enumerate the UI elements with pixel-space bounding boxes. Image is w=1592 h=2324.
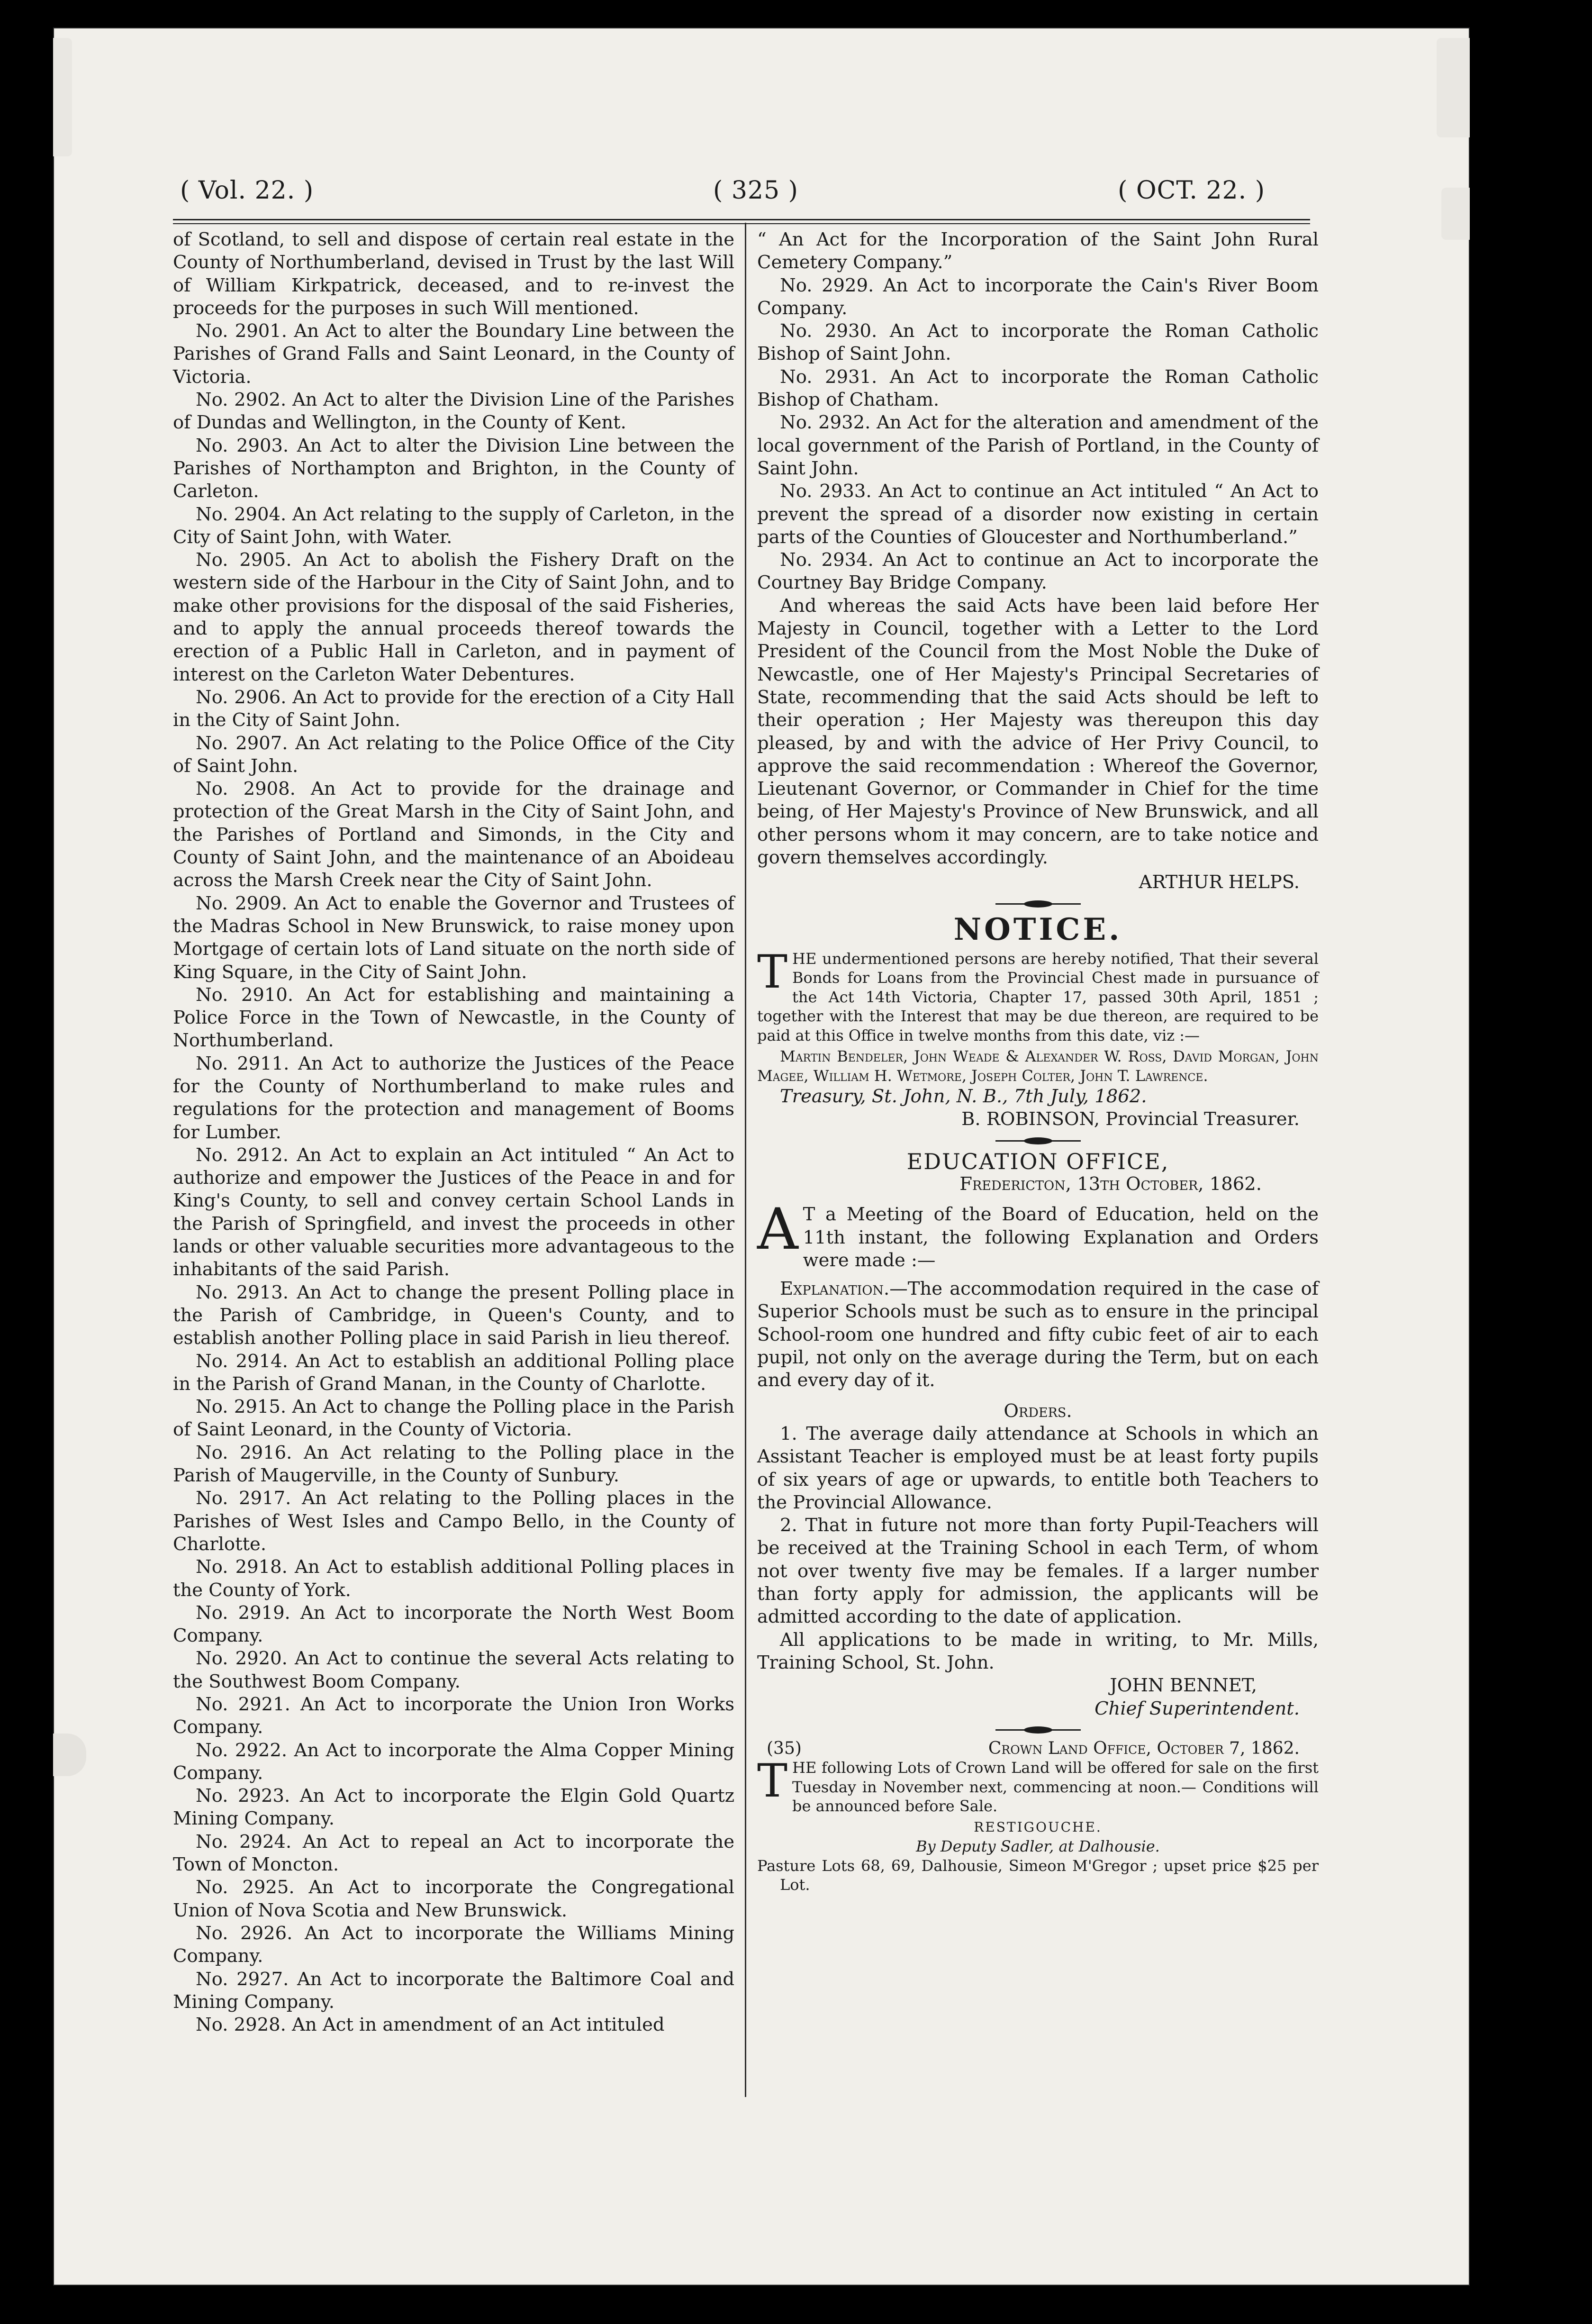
page-edge-tab — [1437, 38, 1470, 137]
acts-list-continued — [757, 228, 1319, 869]
explanation-paragraph — [757, 1278, 1319, 1392]
education-heading: EDUCATION OFFICE, — [906, 1148, 1169, 1174]
act-entry: And whereas the said Acts have been laid before Her Majesty in Council, together with a Letter to the Lord President of the Council from the Most Noble the Duke of Newcastle, one of Her Majesty's Principal Secretaries of State, recommending that the said Acts should be left to their operation ; Her Majesty was thereupon this day pleased, by and with the advice of Her Privy Council, to approve the said recommendation : Whereof the Governor, Lieutenant Governor, or Commander in Chief for the time being, of Her Majesty's Province of New Brunswick, and all other persons whom it may concern, are to take notice and govern themselves accordingly. — [757, 595, 1319, 869]
act-entry: No. 2914. An Act to establish an additional Polling place in the Parish of Grand Manan, in the County of Charlotte. — [173, 1350, 734, 1395]
act-entry: No. 2932. An Act for the alteration and amendment of the local government of the Parish of Portland, in the County of Saint John. — [757, 412, 1319, 479]
right-column — [757, 228, 1319, 1895]
applications-note: All applications to be made in writing, to Mr. Mills, Training School, St. John. — [757, 1629, 1319, 1673]
act-entry: No. 2905. An Act to abolish the Fishery Draft on the western side of the Harbour in the City of Saint John, and to make other provisions for the disposal of the said Fisheries, and to apply the annual proceeds thereof towards the erection of a Public Hall in Carleton, and in payment of interest on the Carleton Water Debentures. — [173, 549, 734, 685]
drop-cap: T — [757, 945, 788, 999]
page-edge-tab — [1441, 188, 1470, 240]
orders-heading: Orders. — [1004, 1400, 1072, 1422]
act-entry: No. 2903. An Act to alter the Division Line between the Parishes of Northampton and Brighton, in the County of Carleton. — [173, 435, 734, 502]
act-entry: No. 2910. An Act for establishing and maintaining a Police Force in the Town of Newcastle, in the County of Northumberland. — [173, 984, 734, 1052]
deputy-line: By Deputy Sadler, at Dalhousie. — [916, 1837, 1160, 1856]
act-entry: No. 2926. An Act to incorporate the Williams Mining Company. — [173, 1922, 734, 1967]
act-entry: No. 2927. An Act to incorporate the Baltimore Coal and Mining Company. — [173, 1968, 734, 2013]
pasture-lots: Pasture Lots 68, 69, Dalhousie, Simeon M'Gregor ; upset price $25 per Lot. — [757, 1856, 1319, 1894]
notice-body: HE undermentioned persons are hereby notified, That their several Bonds for Loans from the Provincial Chest made in pursuance of the Act 14th Victoria, Chapter 17, passed 30th April, 1851 ; together with the Interest that may be due thereon, are required to be paid at this Office in twelve months from this date, viz :— — [757, 949, 1319, 1044]
act-entry: No. 2916. An Act relating to the Polling place in the Parish of Maugerville, in the County of Sunbury. — [173, 1442, 734, 1487]
act-entry: No. 2920. An Act to continue the several Acts relating to the Southwest Boom Company. — [173, 1648, 734, 1692]
act-entry: No. 2907. An Act relating to the Police Office of the City of Saint John. — [173, 732, 734, 777]
act-entry: No. 2929. An Act to incorporate the Cain's River Boom Company. — [757, 274, 1319, 319]
crown-land-body: HE following Lots of Crown Land will be offered for sale on the first Tuesday in November next, commencing at noon.— Conditions will be announced before Sale. — [792, 1759, 1319, 1816]
acts-list — [173, 228, 734, 2036]
act-entry: No. 2919. An Act to incorporate the North West Boom Company. — [173, 1602, 734, 1647]
act-entry: No. 2912. An Act to explain an Act intituled “ An Act to authorize and empower the Justices of the Peace in and for King's County, to sell and convey certain School Lands in the Parish of Springfield, and invest the proceeds in other lands or other valuable securities more advantageous to the inhabitants of the said Parish. — [173, 1144, 734, 1280]
order-item: 2. That in future not more than forty Pupil-Teachers will be received at the Training School in each Term, of whom not over twenty five may be females. If a larger number than forty apply for admission, the applicants will be admitted according to the date of application. — [757, 1515, 1319, 1628]
column-divider — [745, 223, 746, 2097]
signature-arthur-helps: ARTHUR HELPS. — [1139, 872, 1300, 893]
act-entry: No. 2923. An Act to incorporate the Elgin Gold Quartz Mining Company. — [173, 1785, 734, 1830]
act-entry: No. 2924. An Act to repeal an Act to incorporate the Town of Moncton. — [173, 1831, 734, 1876]
act-entry: No. 2911. An Act to authorize the Justices of the Peace for the County of Northumberland to make rules and regulations for the protection and management of Booms for Lumber. — [173, 1053, 734, 1143]
act-entry: No. 2913. An Act to change the present Polling place in the Parish of Cambridge, in Queen's County, and to establish another Polling place in said Parish in lieu thereof. — [173, 1281, 734, 1349]
header-rule — [173, 219, 1310, 224]
education-section — [757, 1150, 1319, 1720]
page-header — [128, 176, 1303, 214]
act-entry: No. 2934. An Act to continue an Act to incorporate the Courtney Bay Bridge Company. — [757, 549, 1319, 594]
page-edge-tab — [53, 38, 72, 156]
ornament-divider — [995, 1726, 1081, 1734]
page-number: ( 325 ) — [713, 176, 798, 205]
advert-number: (35) — [767, 1738, 802, 1758]
left-column — [173, 228, 734, 2036]
act-entry: No. 2902. An Act to alter the Division Line of the Parishes of Dundas and Wellington, in the County of Kent. — [173, 389, 734, 434]
drop-cap: A — [757, 1197, 798, 1263]
notice-signature: B. ROBINSON, Provincial Treasurer. — [961, 1108, 1300, 1130]
act-entry: “ An Act for the Incorporation of the Saint John Rural Cemetery Company.” — [757, 229, 1319, 273]
volume-label: ( Vol. 22. ) — [180, 176, 314, 205]
notice-dateline: Treasury, St. John, N. B., 7th July, 1862. — [780, 1086, 1147, 1108]
issue-date: ( OCT. 22. ) — [1118, 176, 1265, 205]
act-entry: No. 2904. An Act relating to the supply of Carleton, in the City of Saint John, with Water. — [173, 503, 734, 548]
ornament-divider — [995, 1137, 1081, 1144]
order-item: 1. The average daily attendance at Schools in which an Assistant Teacher is employed must be at least forty pupils of six years of age or upwards, to entitle both Teachers to the Provincial Allowance. — [757, 1423, 1319, 1513]
act-entry: No. 2908. An Act to provide for the drainage and protection of the Great Marsh in the City of Saint John, and the Parishes of Portland and Simonds, in the City and County of Saint John, and the maintenance of an Aboideau across the Marsh Creek near the City of Saint John. — [173, 778, 734, 891]
crown-land-section — [757, 1739, 1319, 1895]
act-entry: No. 2906. An Act to provide for the erection of a City Hall in the City of Saint John. — [173, 686, 734, 731]
act-entry: No. 2921. An Act to incorporate the Union Iron Works Company. — [173, 1694, 734, 1738]
page-edge-tab — [53, 1734, 86, 1776]
crown-land-office-date: Crown Land Office, October 7, 1862. — [988, 1738, 1300, 1758]
signature-name: JOHN BENNET, — [1110, 1675, 1257, 1697]
drop-cap: T — [757, 1754, 788, 1808]
act-entry: No. 2917. An Act relating to the Polling places in the Parishes of West Isles and Campo Bello, in the County of Charlotte. — [173, 1488, 734, 1555]
crown-land-header — [757, 1739, 1319, 1759]
act-entry: No. 2901. An Act to alter the Boundary Line between the Parishes of Grand Falls and Saint Leonard, in the County of Victoria. — [173, 320, 734, 388]
notice-names: Martin Bendeler, John Weade & Alexander W. Ross, David Morgan, John Magee, William H. Wetmore, Joseph Colter, John T. Lawrence. — [757, 1047, 1319, 1085]
act-entry: No. 2909. An Act to enable the Governor and Trustees of the Madras School in New Brunswick, to raise money upon Mortgage of certain lots of Land situate on the north side of King Square, in the City of Saint John. — [173, 892, 734, 983]
education-place-date: Fredericton, 13th October, 1862. — [959, 1173, 1262, 1195]
act-entry: No. 2918. An Act to establish additional Polling places in the County of York. — [173, 1556, 734, 1601]
county-heading: RESTIGOUCHE. — [974, 1819, 1102, 1835]
ornament-divider — [995, 900, 1081, 908]
explanation-text: —The accommodation required in the case of Superior Schools must be such as to ensure in the principal School-room one hundred and fifty cubic feet of air to each pupil, not only on the average during the Term, but on each and every day of it. — [757, 1278, 1319, 1391]
act-entry: No. 2925. An Act to incorporate the Congregational Union of Nova Scotia and New Brunswick. — [173, 1877, 734, 1921]
notice-title: NOTICE. — [953, 911, 1122, 947]
explanation-label: Explanation. — [780, 1278, 890, 1300]
act-entry: No. 2922. An Act to incorporate the Alma Copper Mining Company. — [173, 1739, 734, 1784]
act-entry: of Scotland, to sell and dispose of certain real estate in the County of Northumberland, devised in Trust by the last Will of William Kirkpatrick, deceased, and to re-invest the proceeds for the purposes in such Will mentioned. — [173, 229, 734, 319]
notice-section — [757, 913, 1319, 1131]
act-entry: No. 2915. An Act to change the Polling place in the Parish of Saint Leonard, in the County of Victoria. — [173, 1396, 734, 1441]
act-entry: No. 2931. An Act to incorporate the Roman Catholic Bishop of Chatham. — [757, 366, 1319, 411]
act-entry: No. 2933. An Act to continue an Act intituled “ An Act to prevent the spread of a disorder now existing in certain parts of the Counties of Gloucester and Northumberland.” — [757, 481, 1319, 548]
education-intro: T a Meeting of the Board of Education, held on the 11th instant, the following Explanation and Orders were made :— — [803, 1204, 1319, 1271]
act-entry: No. 2928. An Act in amendment of an Act intituled — [196, 2014, 665, 2036]
signature-title: Chief Superintendent. — [1094, 1698, 1300, 1719]
act-entry: No. 2930. An Act to incorporate the Roman Catholic Bishop of Saint John. — [757, 320, 1319, 365]
